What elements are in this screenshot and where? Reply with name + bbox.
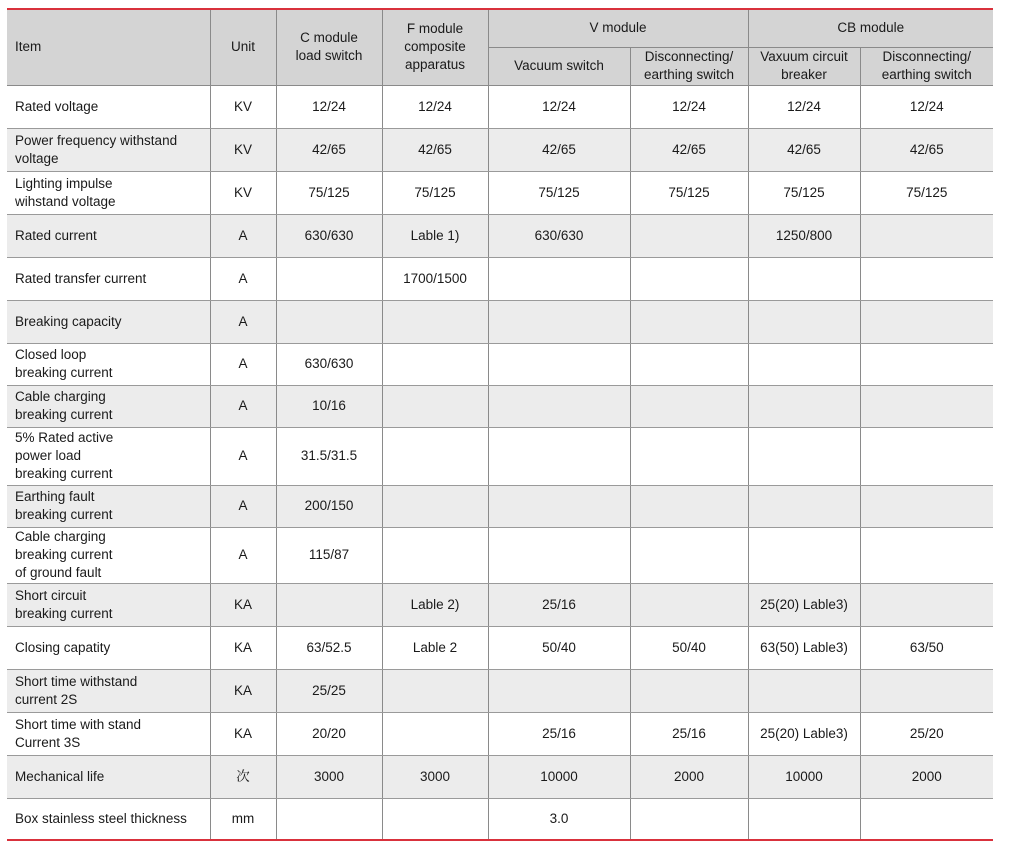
row-value-cell — [382, 427, 488, 485]
row-value-cell: 25(20) Lable3) — [748, 712, 860, 755]
row-unit-cell: A — [210, 214, 276, 257]
row-unit-cell: A — [210, 300, 276, 343]
row-unit-cell: A — [210, 427, 276, 485]
row-item-cell: Short time with stand Current 3S — [7, 712, 210, 755]
row-value-cell — [630, 427, 748, 485]
row-unit-cell: A — [210, 343, 276, 385]
table-body — [7, 85, 993, 840]
row-value-cell: 630/630 — [488, 214, 630, 257]
table-row — [7, 626, 993, 669]
row-value-cell: 63/50 — [860, 626, 993, 669]
row-value-cell: 1250/800 — [748, 214, 860, 257]
row-value-cell — [488, 527, 630, 583]
spec-table — [7, 8, 993, 841]
row-item-cell: Lighting impulse wihstand voltage — [7, 171, 210, 214]
row-value-cell: 12/24 — [382, 85, 488, 128]
row-value-cell — [630, 257, 748, 300]
row-value-cell: 75/125 — [748, 171, 860, 214]
row-value-cell: 12/24 — [860, 85, 993, 128]
row-value-cell: 75/125 — [860, 171, 993, 214]
row-item-cell: Rated voltage — [7, 85, 210, 128]
row-value-cell: 3000 — [276, 755, 382, 798]
row-item-cell: Short time withstand current 2S — [7, 669, 210, 712]
row-item-cell: Mechanical life — [7, 755, 210, 798]
header-f-module: F module composite apparatus — [382, 9, 488, 85]
table-row — [7, 128, 993, 171]
row-item-cell: Cable charging breaking current of ground fault — [7, 527, 210, 583]
row-item-cell: Rated current — [7, 214, 210, 257]
table-row — [7, 300, 993, 343]
row-item-cell: Closing capatity — [7, 626, 210, 669]
row-value-cell — [276, 257, 382, 300]
header-unit: Unit — [210, 9, 276, 85]
header-v-disconnecting: Disconnecting/ earthing switch — [630, 47, 748, 85]
row-value-cell: 31.5/31.5 — [276, 427, 382, 485]
row-value-cell — [860, 427, 993, 485]
row-item-cell: Rated transfer current — [7, 257, 210, 300]
row-value-cell: 63/52.5 — [276, 626, 382, 669]
row-value-cell — [630, 669, 748, 712]
header-cb-disconnecting: Disconnecting/ earthing switch — [860, 47, 993, 85]
row-value-cell — [382, 798, 488, 840]
row-value-cell — [382, 300, 488, 343]
row-value-cell — [748, 257, 860, 300]
row-value-cell — [860, 527, 993, 583]
row-value-cell: 3.0 — [488, 798, 630, 840]
row-value-cell — [630, 385, 748, 427]
row-value-cell: 75/125 — [488, 171, 630, 214]
row-value-cell: 12/24 — [276, 85, 382, 128]
table-row — [7, 257, 993, 300]
row-value-cell: Lable 2 — [382, 626, 488, 669]
row-unit-cell: KV — [210, 171, 276, 214]
table-row — [7, 669, 993, 712]
header-item: Item — [7, 9, 210, 85]
row-value-cell: 3000 — [382, 755, 488, 798]
row-value-cell — [382, 669, 488, 712]
table-row — [7, 171, 993, 214]
row-item-cell: Earthing fault breaking current — [7, 485, 210, 527]
row-value-cell: 42/65 — [488, 128, 630, 171]
row-unit-cell: A — [210, 257, 276, 300]
row-value-cell: 2000 — [630, 755, 748, 798]
row-value-cell — [488, 385, 630, 427]
row-value-cell: 630/630 — [276, 214, 382, 257]
row-value-cell — [630, 485, 748, 527]
row-value-cell: 42/65 — [630, 128, 748, 171]
row-value-cell: 1700/1500 — [382, 257, 488, 300]
row-value-cell — [382, 343, 488, 385]
row-item-cell: Power frequency withstand voltage — [7, 128, 210, 171]
row-value-cell: 75/125 — [276, 171, 382, 214]
row-value-cell — [488, 343, 630, 385]
row-unit-cell: A — [210, 385, 276, 427]
row-unit-cell: mm — [210, 798, 276, 840]
row-value-cell — [630, 214, 748, 257]
table-row — [7, 755, 993, 798]
row-value-cell — [860, 214, 993, 257]
row-value-cell: 115/87 — [276, 527, 382, 583]
row-unit-cell: A — [210, 485, 276, 527]
row-value-cell — [382, 527, 488, 583]
row-value-cell — [276, 583, 382, 626]
row-value-cell: 630/630 — [276, 343, 382, 385]
row-value-cell — [748, 300, 860, 343]
row-value-cell: 25/16 — [630, 712, 748, 755]
table-header — [7, 9, 993, 85]
row-unit-cell: A — [210, 527, 276, 583]
row-value-cell — [488, 300, 630, 343]
row-value-cell: 42/65 — [276, 128, 382, 171]
row-value-cell: 25(20) Lable3) — [748, 583, 860, 626]
row-value-cell — [630, 798, 748, 840]
row-value-cell — [748, 669, 860, 712]
row-value-cell: 25/16 — [488, 712, 630, 755]
row-value-cell — [860, 300, 993, 343]
row-value-cell — [630, 343, 748, 385]
table-row — [7, 712, 993, 755]
row-value-cell: 63(50) Lable3) — [748, 626, 860, 669]
row-value-cell: 2000 — [860, 755, 993, 798]
row-value-cell — [748, 343, 860, 385]
row-value-cell — [382, 485, 488, 527]
header-v-module: V module — [488, 9, 748, 47]
table-row — [7, 798, 993, 840]
row-value-cell — [748, 485, 860, 527]
row-value-cell: 75/125 — [630, 171, 748, 214]
row-value-cell — [276, 798, 382, 840]
row-unit-cell: KV — [210, 128, 276, 171]
table-row — [7, 343, 993, 385]
row-value-cell: 75/125 — [382, 171, 488, 214]
header-c-module: C module load switch — [276, 9, 382, 85]
row-value-cell: 42/65 — [382, 128, 488, 171]
row-value-cell — [860, 385, 993, 427]
row-value-cell: 50/40 — [630, 626, 748, 669]
row-item-cell: Closed loop breaking current — [7, 343, 210, 385]
table-row — [7, 214, 993, 257]
row-value-cell: 12/24 — [748, 85, 860, 128]
row-value-cell: Lable 2) — [382, 583, 488, 626]
row-value-cell: 25/20 — [860, 712, 993, 755]
row-item-cell: Short circuit breaking current — [7, 583, 210, 626]
header-cb-module: CB module — [748, 9, 993, 47]
row-value-cell — [276, 300, 382, 343]
row-value-cell — [748, 798, 860, 840]
row-value-cell — [748, 385, 860, 427]
row-value-cell — [488, 485, 630, 527]
row-value-cell: 42/65 — [860, 128, 993, 171]
row-unit-cell: 次 — [210, 755, 276, 798]
row-item-cell: Box stainless steel thickness — [7, 798, 210, 840]
row-value-cell — [630, 527, 748, 583]
row-value-cell — [860, 485, 993, 527]
row-value-cell — [382, 385, 488, 427]
row-value-cell — [382, 712, 488, 755]
row-value-cell: 25/25 — [276, 669, 382, 712]
row-unit-cell: KA — [210, 712, 276, 755]
table-row — [7, 427, 993, 485]
row-value-cell: 42/65 — [748, 128, 860, 171]
row-value-cell — [860, 798, 993, 840]
table-row — [7, 385, 993, 427]
row-item-cell: Breaking capacity — [7, 300, 210, 343]
row-value-cell — [630, 300, 748, 343]
row-value-cell: 25/16 — [488, 583, 630, 626]
row-value-cell — [860, 583, 993, 626]
table-row — [7, 527, 993, 583]
row-unit-cell: KA — [210, 583, 276, 626]
row-value-cell — [748, 427, 860, 485]
header-cb-vacuum-breaker: Vaxuum circuit breaker — [748, 47, 860, 85]
row-unit-cell: KA — [210, 626, 276, 669]
row-value-cell: 200/150 — [276, 485, 382, 527]
row-value-cell: 20/20 — [276, 712, 382, 755]
row-value-cell — [860, 343, 993, 385]
row-value-cell — [630, 583, 748, 626]
row-value-cell — [860, 669, 993, 712]
row-value-cell: Lable 1) — [382, 214, 488, 257]
row-value-cell: 10000 — [488, 755, 630, 798]
table-row — [7, 485, 993, 527]
row-value-cell — [488, 257, 630, 300]
row-value-cell: 10000 — [748, 755, 860, 798]
row-value-cell — [748, 527, 860, 583]
row-unit-cell: KV — [210, 85, 276, 128]
table-row — [7, 85, 993, 128]
header-v-vacuum-switch: Vacuum switch — [488, 47, 630, 85]
row-unit-cell: KA — [210, 669, 276, 712]
row-value-cell — [488, 427, 630, 485]
row-value-cell: 10/16 — [276, 385, 382, 427]
row-value-cell: 12/24 — [630, 85, 748, 128]
row-value-cell: 12/24 — [488, 85, 630, 128]
row-value-cell — [860, 257, 993, 300]
row-item-cell: 5% Rated active power load breaking current — [7, 427, 210, 485]
row-item-cell: Cable charging breaking current — [7, 385, 210, 427]
row-value-cell: 50/40 — [488, 626, 630, 669]
table-row — [7, 583, 993, 626]
row-value-cell — [488, 669, 630, 712]
